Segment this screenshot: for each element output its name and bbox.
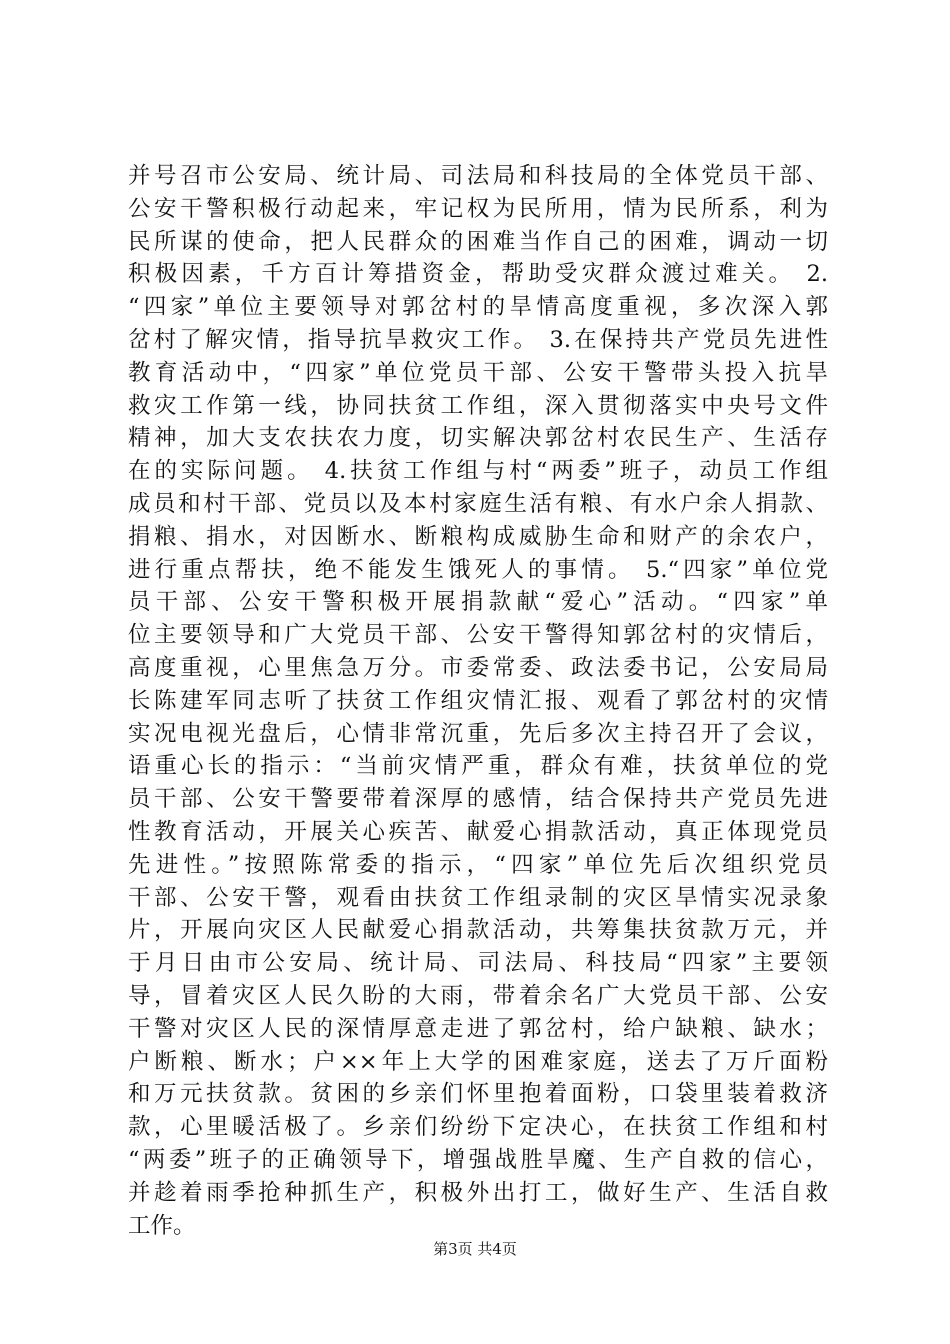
text-line: 成员和村干部、党员以及本村家庭生活有粮、有水户余人捐款、 bbox=[128, 490, 828, 517]
text-line: “两委”班子的正确领导下，增强战胜旱魔、生产自救的信心， bbox=[128, 1146, 828, 1173]
text-line: 员干部、公安干警要带着深厚的感情，结合保持共产党员先进 bbox=[128, 786, 828, 813]
text-line: 公安干警积极行动起来，牢记权为民所用，情为民所系，利为 bbox=[128, 195, 828, 222]
text-line: 长陈建军同志听了扶贫工作组灾情汇报、观看了郭岔村的灾情 bbox=[128, 687, 828, 714]
text-line: 语重心长的指示：“当前灾情严重，群众有难，扶贫单位的党 bbox=[128, 753, 828, 780]
page-footer: 第3页 共4页 bbox=[433, 1240, 517, 1258]
text-line: 于月日由市公安局、统计局、司法局、科技局“四家”主要领 bbox=[128, 950, 828, 977]
body-text bbox=[128, 160, 828, 1242]
text-line: 户断粮、断水；户××年上大学的困难家庭，送去了万斤面粉 bbox=[128, 1048, 828, 1075]
text-line: 干警对灾区人民的深情厚意走进了郭岔村，给户缺粮、缺水； bbox=[128, 1015, 828, 1042]
text-line: 高度重视，心里焦急万分。市委常委、政法委书记，公安局局 bbox=[128, 654, 828, 681]
text-line: 精神，加大支农扶农力度，切实解决郭岔村农民生产、生活存 bbox=[128, 425, 828, 452]
text-line: 积极因素，千方百计筹措资金，帮助受灾群众渡过难关。 2. bbox=[128, 261, 828, 288]
text-line: 先进性。”按照陈常委的指示，“四家”单位先后次组织党员 bbox=[128, 851, 828, 878]
text-line: 员干部、公安干警积极开展捐款献“爱心”活动。“四家”单 bbox=[128, 589, 828, 616]
text-line: 性教育活动，开展关心疾苦、献爱心捐款活动，真正体现党员 bbox=[128, 818, 828, 845]
text-line: 并号召市公安局、统计局、司法局和科技局的全体党员干部、 bbox=[128, 163, 828, 189]
text-line: 款，心里暖活极了。乡亲们纷纷下定决心，在扶贫工作组和村 bbox=[128, 1114, 828, 1141]
text-line: 导，冒着灾区人民久盼的大雨，带着余名广大党员干部、公安 bbox=[128, 982, 828, 1009]
text-line: 和万元扶贫款。贫困的乡亲们怀里抱着面粉，口袋里装着救济 bbox=[128, 1081, 828, 1108]
text-line: 并趁着雨季抢种抓生产，积极外出打工，做好生产、生活自救 bbox=[128, 1179, 828, 1206]
text-line: “四家”单位主要领导对郭岔村的旱情高度重视，多次深入郭 bbox=[128, 294, 828, 321]
text-line: 片，开展向灾区人民献爱心捐款活动，共筹集扶贫款万元，并 bbox=[128, 917, 828, 944]
text-line: 捐粮、捐水，对因断水、断粮构成威胁生命和财产的余农户， bbox=[128, 523, 828, 550]
text-line: 进行重点帮扶，绝不能发生饿死人的事情。 5.“四家”单位党 bbox=[128, 556, 828, 583]
text-line: 岔村了解灾情，指导抗旱救灾工作。 3.在保持共产党员先进性 bbox=[128, 326, 828, 353]
text-line: 在的实际问题。 4.扶贫工作组与村“两委”班子，动员工作组 bbox=[128, 458, 828, 485]
text-line: 实况电视光盘后，心情非常沉重，先后多次主持召开了会议， bbox=[128, 720, 828, 747]
text-line: 民所谋的使命，把人民群众的困难当作自己的困难，调动一切 bbox=[128, 228, 828, 255]
text-line: 工作。 bbox=[128, 1212, 196, 1239]
text-line: 位主要领导和广大党员干部、公安干警得知郭岔村的灾情后， bbox=[128, 622, 828, 649]
text-line: 教育活动中，“四家”单位党员干部、公安干警带头投入抗旱 bbox=[128, 359, 828, 386]
text-line: 干部、公安干警，观看由扶贫工作组录制的灾区旱情实况录象 bbox=[128, 884, 828, 911]
text-line: 救灾工作第一线，协同扶贫工作组，深入贯彻落实中央号文件 bbox=[128, 392, 828, 419]
